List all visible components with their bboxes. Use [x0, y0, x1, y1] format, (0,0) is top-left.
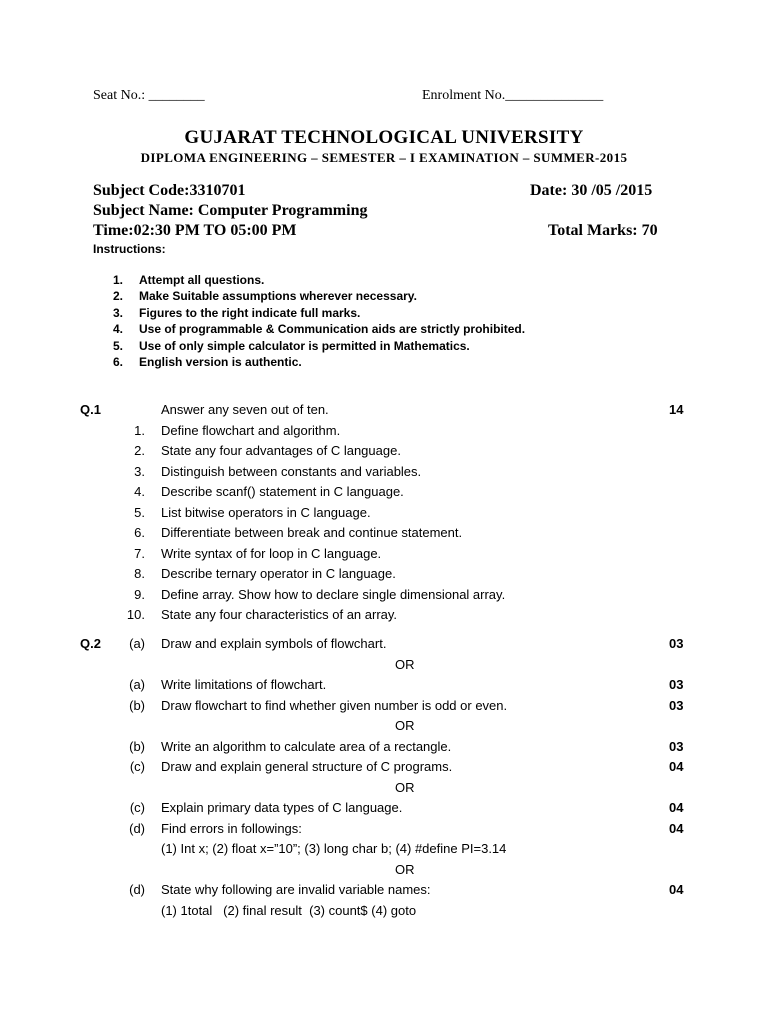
q1-header-row — [0, 402, 768, 422]
q2-row-d1-detail: (1) Int x; (2) float x=”10”; (3) long char b; (4) #define PI=3.14 — [161, 841, 507, 856]
instruction-item: 4. Use of programmable & Communication aids are strictly prohibited. — [113, 322, 526, 337]
or-separator: OR — [395, 861, 415, 877]
q1-item: 3. Distinguish between constants and variables. — [134, 463, 422, 479]
q1-item: 9. Define array. Show how to declare single dimensional array. — [134, 586, 506, 602]
subject-name: Subject Name: Computer Programming — [93, 202, 368, 219]
q2-row-c1: (c) Draw and explain general structure of C programs. 04 — [129, 759, 684, 774]
q2-row-a2: (a) Write limitations of flowchart. 03 — [129, 677, 684, 692]
instruction-item: 2. Make Suitable assumptions wherever necessary. — [113, 289, 417, 304]
subject-code: Subject Code:3310701 — [93, 182, 246, 199]
instructions-heading: Instructions: — [93, 242, 166, 256]
or-separator: OR — [395, 718, 415, 733]
q1-item: 2. State any four advantages of C language. — [134, 443, 401, 458]
instruction-item: 6. English version is authentic. — [113, 354, 302, 369]
q2-row-a1: Q.2 (a) Draw and explain symbols of flowchart. 03 — [80, 636, 684, 651]
q2-row-b2: (b) Write an algorithm to calculate area of a rectangle. 03 — [129, 738, 684, 754]
instruction-item: 3. Figures to the right indicate full marks. — [113, 305, 361, 320]
q1-item: 8. Describe ternary operator in C language. — [134, 566, 396, 581]
q1-item: 10. State any four characteristics of an array. — [126, 607, 398, 622]
q1-item: 6. Differentiate between break and continue statement. — [134, 525, 463, 540]
q1-marks: 14 — [669, 402, 684, 417]
instruction-item: 1. Attempt all questions. — [113, 273, 265, 287]
exam-date: Date: 30 /05 /2015 — [530, 182, 653, 199]
q2-label: Q.2 — [80, 636, 101, 651]
instructions-list — [113, 272, 525, 370]
or-separator: OR — [395, 779, 415, 795]
q1-item: 7. Write syntax of for loop in C language. — [134, 545, 382, 561]
exam-title: DIPLOMA ENGINEERING – SEMESTER – I EXAMINATION – SUMMER-2015 — [140, 150, 628, 165]
seat-number-field: Seat No.: ________ — [93, 88, 205, 103]
q2-row-d1: (d) Find errors in followings: 04 — [129, 820, 684, 836]
q2-row-b1: (b) Draw flowchart to find whether given number is odd or even. 03 — [129, 697, 684, 713]
q2-row-d2-detail: (1) 1total (2) final result (3) count$ (4) goto — [161, 902, 417, 918]
instruction-item: 5. Use of only simple calculator is permitted in Mathematics. — [113, 338, 470, 353]
q2-row-d2: (d) State why following are invalid variable names: 04 — [129, 882, 684, 897]
q1-item: 5. List bitwise operators in C language. — [134, 504, 371, 520]
q1-item: 4. Describe scanf() statement in C language. — [134, 484, 404, 499]
exam-time: Time:02:30 PM TO 05:00 PM — [93, 222, 297, 239]
q1-label: Q.1 — [80, 402, 101, 417]
q2-row-c2: (c) Explain primary data types of C language. 04 — [129, 800, 684, 815]
university-title: GUJARAT TECHNOLOGICAL UNIVERSITY — [184, 127, 584, 148]
q1-intro: Answer any seven out of ten. — [161, 402, 329, 417]
q1-item: 1. Define flowchart and algorithm. — [134, 422, 341, 438]
or-separator: OR — [395, 656, 415, 672]
enrolment-number-field: Enrolment No.______________ — [422, 88, 604, 103]
total-marks: Total Marks: 70 — [548, 222, 658, 239]
